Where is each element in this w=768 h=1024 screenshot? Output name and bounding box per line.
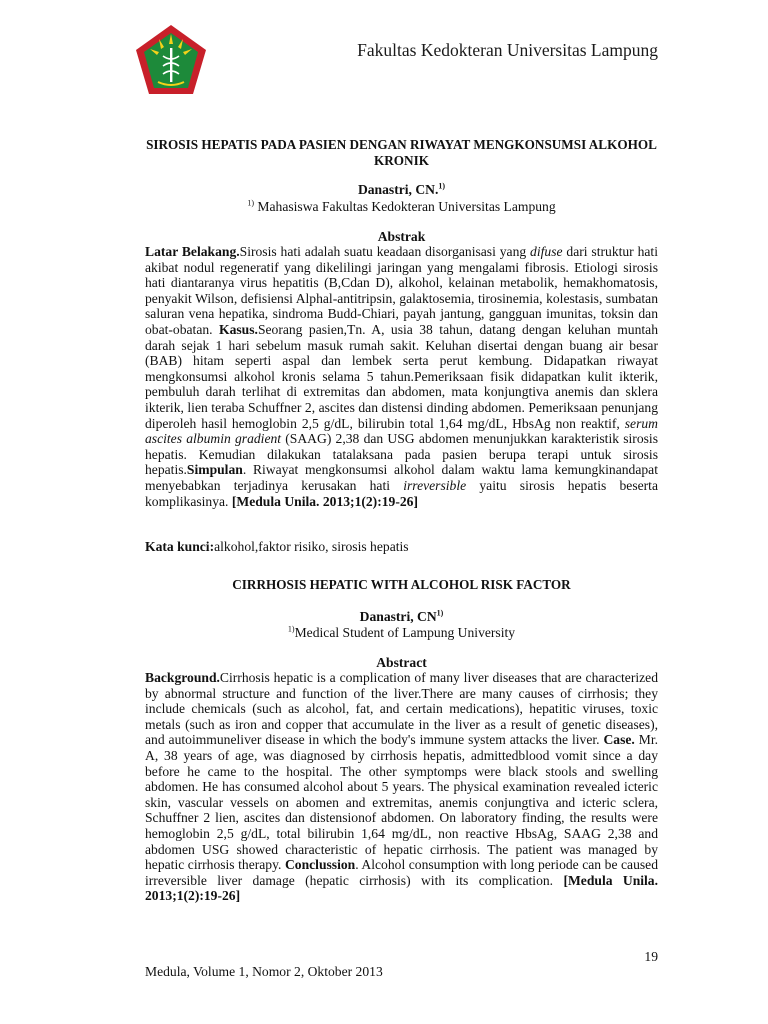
author-id [145, 182, 658, 198]
background-label: Background. [145, 670, 220, 685]
author-name: Danastri, CN. [357, 182, 439, 197]
author-superscript: 1) [438, 181, 446, 191]
background-text: Sirosis hati adalah suatu keadaan disorganisasi yang [239, 244, 531, 259]
case-text: Seorang pasien,Tn. A, usia 38 tahun, datang dengan keluhan muntah darah sejak 1 hari sebelum masuk rumah sakit. Keluhan disertai dengan buang air besar (BAB) hitam seperti aspal dan lembek serta perut kembung. Didapatkan riwayat mengkonsumsi alkohol kronis selama 5 tahun.Pemeriksaan fisik didapatkan kulit ikterik, pembuluh darah terlihat di extremitas dan abdomen, mata konjungtiva anemis dan sklera ikterik, lien teraba Schuffner 2, ascites dan distensi dinding abdomen. Pemeriksaan penunjang diperoleh hasil hemoglobin 2,5 g/dL, bilirubin total 1,64 mg/dL, HbsAg non reaktif, [145, 321, 658, 431]
affiliation-text: Mahasiswa Fakultas Kedokteran Universitas Lampung [257, 199, 556, 214]
case-italic: serum ascites albumin gradient [145, 415, 658, 447]
journal-footer: Medula, Volume 1, Nomor 2, Oktober 2013 [145, 964, 383, 979]
citation: [Medula Unila. 2013;1(2):19-26] [231, 493, 418, 509]
background-text: Cirrhosis hepatic is a complication of many liver diseases that are characterized by abnormal structure and function of the liver.There are many causes of cirrhosis; they include chemicals (such as alcohol, fat, and certain medications), hepatitic viruses, toxic metals (such as iron and copper that accumulate in the liver as a result of genetic diseases), and autoimmuneliver disease in which the body's immune system attacks the liver. [145, 670, 658, 748]
background-italic: difuse [530, 244, 563, 259]
abstract-body-en [145, 670, 658, 904]
conclusion-italic: irreversible [403, 477, 467, 493]
author-superscript: 1) [436, 608, 444, 618]
university-logo [133, 22, 209, 98]
case-label: Case. [603, 732, 635, 748]
conclusion-label: Conclussion [284, 857, 356, 873]
author-en [145, 609, 658, 625]
case-label: Kasus. [219, 321, 258, 337]
keywords-label: Kata kunci: [145, 539, 215, 554]
conclusion-text: . Alcohol consumption with long periode can be caused irreversible liver damage (hepatic cirrhosis) with its complication. [145, 857, 658, 888]
affiliation-text: Medical Student of Lampung University [294, 625, 516, 640]
paper-title-en: CIRRHOSIS HEPATIC WITH ALCOHOL RISK FACTOR [232, 577, 571, 592]
conclusion-text-2: yaitu sirosis hepatis beserta komplikasinya. [145, 477, 658, 509]
case-text: Mr. A, 38 years of age, was diagnosed by cirrhosis hepatis, admittedblood vomit since a day before he came to the hospital. The other symptomps were black stools and swelling abdomen. He has consumed alcohol about 5 years. The physical examination revealed icteric skin, vascular vessels on abomen and extremitas, anemis conjungtiva and icteric sclera, Schuffner 2 lien, ascites dan distensionof abdomen. On laboratory finding, the results were hemoglobin 2,5 g/dL, total bilirubin 1,64 mg/dL, non reactive HbsAg, SAAG 2,38 and abdomen USG showed characteristic of hepatic cirrhosis. The patient was managed by hepatic cirrhosis therapy. [145, 732, 658, 873]
conclusion-label: Simpulan [186, 462, 243, 478]
citation: [Medula Unila. 2013;1(2):19-26] [145, 872, 659, 904]
abstract-heading-id: Abstrak [377, 229, 426, 244]
author-name: Danastri, CN [359, 609, 437, 624]
keywords [145, 539, 409, 555]
affiliation-id [145, 199, 658, 215]
keywords-text: alkohol,faktor risiko, sirosis hepatis [214, 539, 409, 554]
case-text-2: (SAAG) 2,38 dan USG abdomen menunjukkan karakteristik sirosis hepatis. Kemudian dilakukan tatalaksana pada pasien berupa terapi untuk sirosis hepatis. [145, 431, 658, 478]
abstract-body-id [145, 244, 658, 509]
affiliation-superscript: 1) [287, 624, 295, 634]
background-text-2: dari struktur hati akibat nodul regeneratif yang dikelilingi jaringan yang mengalami fibrosis. Etiologi sirosis hati diantaranya virus hepatitis (B,Cdan D), alkohol, kelainan metabolik, hemakhomatosis, penyakit Wilson, defisiensi Alphal-antitripsin, galaktosemia, tirosinemia, kolestasis, sumbatan saluran vena hepatika, sindroma Budd-Chiari, payah jantung, gangguan imunitas, toksin dan obat-obatan. [145, 244, 658, 337]
affiliation-superscript: 1) [247, 198, 254, 208]
header-institution: Fakultas Kedokteran Universitas Lampung [357, 40, 658, 60]
abstract-heading-en: Abstract [376, 655, 427, 670]
background-label: Latar Belakang. [145, 244, 240, 259]
affiliation-en [145, 625, 658, 641]
paper-title-id: SIROSIS HEPATIS PADA PASIEN DENGAN RIWAYAT MENGKONSUMSI ALKOHOL KRONIK [146, 137, 657, 168]
page-number: 19 [644, 949, 658, 964]
conclusion-text: . Riwayat mengkonsumsi alkohol dalam waktu lama kemungkinandapat menyebabkan terjadinya kerusakan hati [145, 462, 658, 493]
